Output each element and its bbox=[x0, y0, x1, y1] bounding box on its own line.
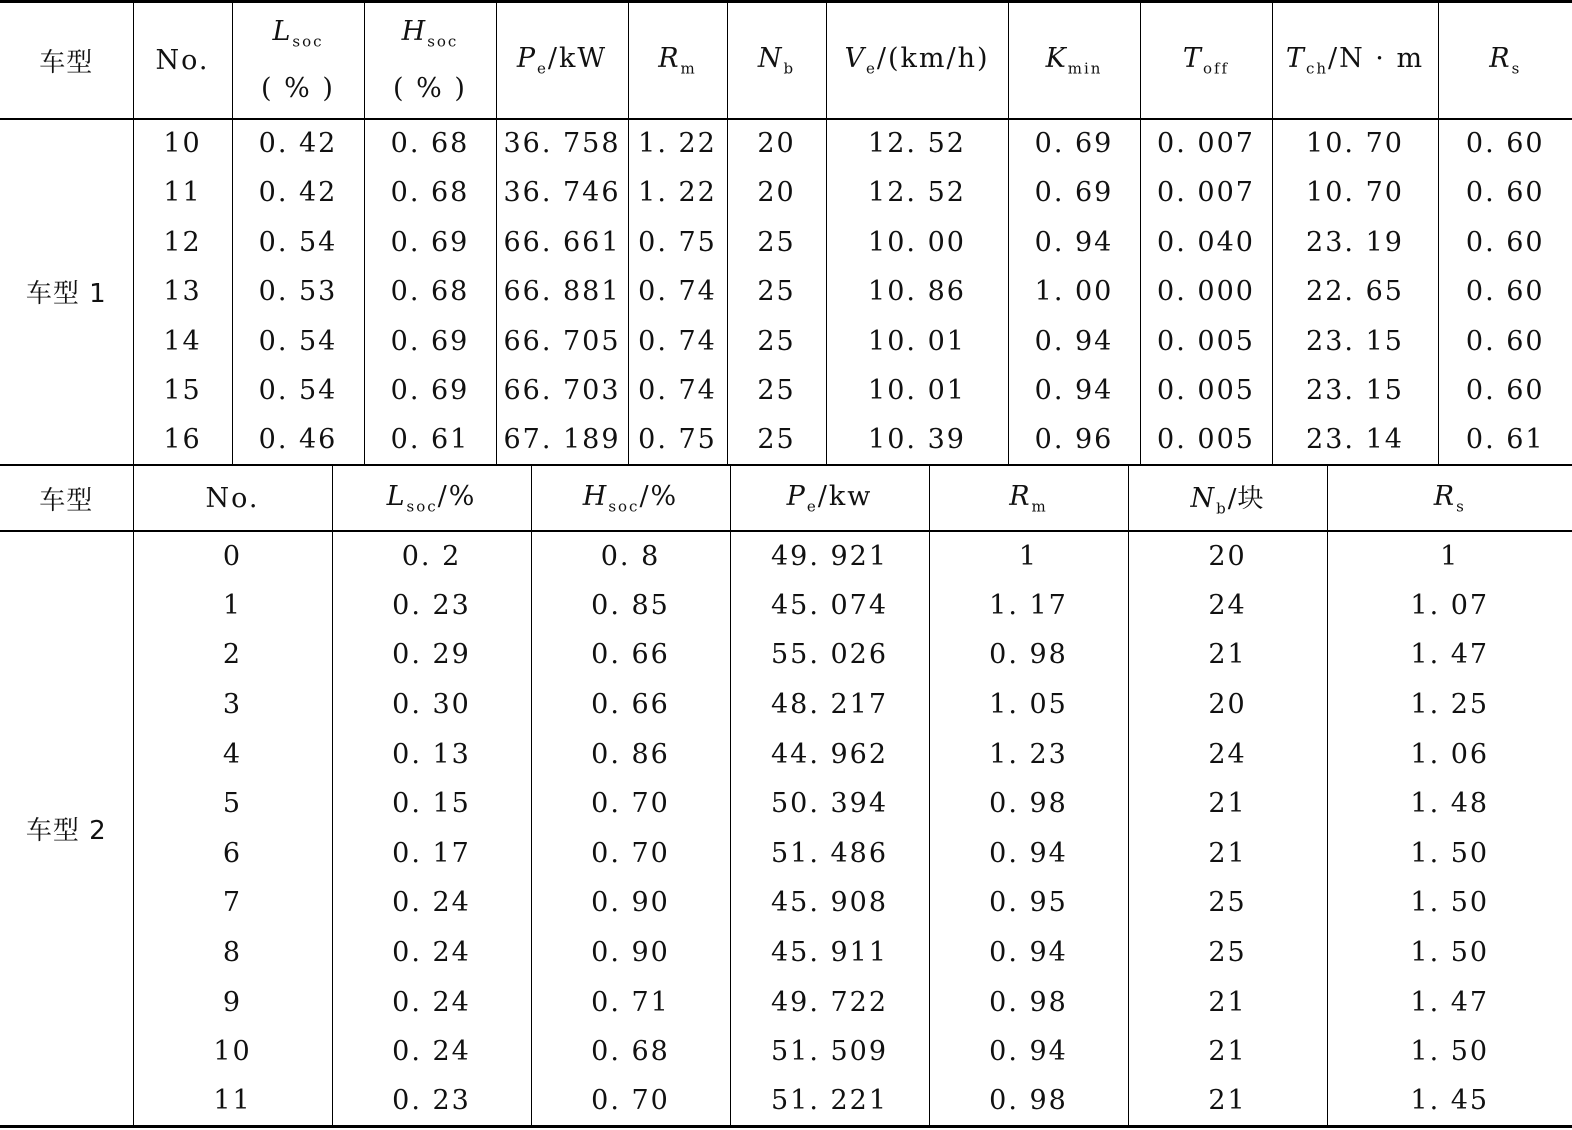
table-cell: 6 bbox=[133, 829, 332, 879]
table-row bbox=[0, 119, 1572, 169]
table-cell: 45. 908 bbox=[730, 878, 929, 928]
table-cell: 12 bbox=[133, 218, 232, 268]
table-cell: 0. 98 bbox=[929, 1077, 1128, 1127]
table-cell: 1. 47 bbox=[1327, 977, 1572, 1027]
table-cell: 0. 54 bbox=[232, 366, 364, 416]
table-cell: 21 bbox=[1128, 630, 1327, 680]
table-cell: 0. 90 bbox=[531, 878, 730, 928]
table-cell: 10. 01 bbox=[826, 366, 1008, 416]
table-cell: 1. 22 bbox=[628, 168, 727, 218]
table-cell: 10. 01 bbox=[826, 317, 1008, 367]
table-cell: 1. 05 bbox=[929, 680, 1128, 730]
rs-subscript: s bbox=[1456, 497, 1466, 516]
table-cell: 0. 54 bbox=[232, 317, 364, 367]
header-rs bbox=[1327, 465, 1572, 531]
table-cell: 44. 962 bbox=[730, 729, 929, 779]
header-nb bbox=[727, 2, 826, 119]
table-cell: 12. 52 bbox=[826, 119, 1008, 169]
table-cell: 16 bbox=[133, 416, 232, 466]
table-cell: 67. 189 bbox=[496, 416, 628, 466]
table-cell: 0. 68 bbox=[531, 1027, 730, 1077]
header-pe bbox=[730, 465, 929, 531]
table-cell: 0. 2 bbox=[332, 531, 531, 581]
table-cell: 0. 60 bbox=[1438, 366, 1572, 416]
lsoc-subscript: soc bbox=[292, 31, 324, 50]
header-no: No. bbox=[133, 2, 232, 119]
table-cell: 0. 68 bbox=[364, 119, 496, 169]
table-cell: 21 bbox=[1128, 779, 1327, 829]
header-kmin bbox=[1008, 2, 1140, 119]
lsoc-unit: ( % ) bbox=[261, 72, 335, 104]
table-row bbox=[0, 630, 1572, 680]
header-row bbox=[0, 465, 1572, 531]
table-cell: 1. 06 bbox=[1327, 729, 1572, 779]
table-cell: 0. 42 bbox=[232, 168, 364, 218]
nb-symbol: N bbox=[757, 43, 784, 75]
header-rm bbox=[628, 2, 727, 119]
table-cell: 0. 66 bbox=[531, 680, 730, 730]
pe-unit: /kW bbox=[547, 43, 608, 75]
table-cell: 0. 69 bbox=[364, 317, 496, 367]
hsoc-subscript: soc bbox=[608, 497, 640, 516]
table-cell: 11 bbox=[133, 1077, 332, 1127]
table-cell: 25 bbox=[727, 416, 826, 466]
table-cell: 0. 60 bbox=[1438, 119, 1572, 169]
table-cell: 21 bbox=[1128, 1027, 1327, 1077]
kmin-subscript: min bbox=[1067, 59, 1103, 78]
table-cell: 22. 65 bbox=[1272, 267, 1438, 317]
table-cell: 9 bbox=[133, 977, 332, 1027]
table-cell: 0. 98 bbox=[929, 630, 1128, 680]
hsoc-symbol: H bbox=[582, 480, 609, 512]
table-cell: 0. 70 bbox=[531, 829, 730, 879]
tch-unit: /N · m bbox=[1328, 43, 1425, 75]
table-cell: 0. 75 bbox=[628, 416, 727, 466]
pe-subscript: e bbox=[537, 59, 548, 78]
table-cell: 49. 722 bbox=[730, 977, 929, 1027]
table-cell: 1. 50 bbox=[1327, 878, 1572, 928]
table-cell: 0. 69 bbox=[364, 366, 496, 416]
table-cell: 0. 69 bbox=[364, 218, 496, 268]
hsoc-subscript: soc bbox=[427, 31, 459, 50]
table-cell: 1. 48 bbox=[1327, 779, 1572, 829]
lsoc-symbol: L bbox=[272, 15, 293, 47]
table-cell: 36. 746 bbox=[496, 168, 628, 218]
table-cell: 0. 95 bbox=[929, 878, 1128, 928]
table-cell: 0. 74 bbox=[628, 366, 727, 416]
nb-unit: /块 bbox=[1227, 484, 1265, 515]
table-row bbox=[0, 928, 1572, 978]
table-cell: 10. 70 bbox=[1272, 168, 1438, 218]
table-cell: 51. 221 bbox=[730, 1077, 929, 1127]
table-row bbox=[0, 218, 1572, 268]
table-cell: 48. 217 bbox=[730, 680, 929, 730]
table-row bbox=[0, 829, 1572, 879]
table-cell: 0. 23 bbox=[332, 1077, 531, 1127]
table-cell: 0. 17 bbox=[332, 829, 531, 879]
table-cell: 36. 758 bbox=[496, 119, 628, 169]
table-cell: 21 bbox=[1128, 977, 1327, 1027]
table-cell: 4 bbox=[133, 729, 332, 779]
table-cell: 0. 8 bbox=[531, 531, 730, 581]
table-cell: 23. 15 bbox=[1272, 366, 1438, 416]
table-cell: 1 bbox=[929, 531, 1128, 581]
table-cell: 0. 94 bbox=[1008, 366, 1140, 416]
table-cell: 10 bbox=[133, 119, 232, 169]
table-cell: 0. 42 bbox=[232, 119, 364, 169]
header-lsoc bbox=[232, 2, 364, 119]
table-cell: 24 bbox=[1128, 729, 1327, 779]
table-cell: 10. 70 bbox=[1272, 119, 1438, 169]
table-cell: 13 bbox=[133, 267, 232, 317]
table-cell: 0. 66 bbox=[531, 630, 730, 680]
table-cell: 55. 026 bbox=[730, 630, 929, 680]
table-cell: 10. 86 bbox=[826, 267, 1008, 317]
table-cell: 24 bbox=[1128, 581, 1327, 631]
toff-subscript: off bbox=[1202, 59, 1230, 78]
table-cell: 0. 94 bbox=[1008, 218, 1140, 268]
table-cell: 12. 52 bbox=[826, 168, 1008, 218]
pe-symbol: P bbox=[516, 43, 538, 75]
table-cell: 0. 15 bbox=[332, 779, 531, 829]
table-cell: 1. 50 bbox=[1327, 829, 1572, 879]
table-cell: 2 bbox=[133, 630, 332, 680]
header-rs bbox=[1438, 2, 1572, 119]
table-cell: 50. 394 bbox=[730, 779, 929, 829]
table-cell: 23. 19 bbox=[1272, 218, 1438, 268]
table-row bbox=[0, 1077, 1572, 1127]
table-cell: 1. 50 bbox=[1327, 1027, 1572, 1077]
table-cell: 11 bbox=[133, 168, 232, 218]
table-cell: 45. 911 bbox=[730, 928, 929, 978]
pe-subscript: e bbox=[806, 497, 818, 516]
table-cell: 21 bbox=[1128, 1077, 1327, 1127]
table-cell: 51. 509 bbox=[730, 1027, 929, 1077]
table-cell: 0. 53 bbox=[232, 267, 364, 317]
table-cell: 1. 22 bbox=[628, 119, 727, 169]
table-cell: 0. 71 bbox=[531, 977, 730, 1027]
table-cell: 25 bbox=[1128, 928, 1327, 978]
table-cell: 0. 60 bbox=[1438, 218, 1572, 268]
rm-symbol: R bbox=[1009, 480, 1032, 512]
rm-symbol: R bbox=[658, 43, 681, 75]
table-cell: 0. 70 bbox=[531, 1077, 730, 1127]
table-row bbox=[0, 878, 1572, 928]
table-cell: 66. 661 bbox=[496, 218, 628, 268]
header-pe bbox=[496, 2, 628, 119]
table-cell: 25 bbox=[727, 366, 826, 416]
table-cell: 51. 486 bbox=[730, 829, 929, 879]
table-cell: 1. 50 bbox=[1327, 928, 1572, 978]
table-cell: 0. 70 bbox=[531, 779, 730, 829]
table-cell: 1. 45 bbox=[1327, 1077, 1572, 1127]
table-cell: 7 bbox=[133, 878, 332, 928]
rs-subscript: s bbox=[1511, 59, 1522, 78]
table-cell: 0. 74 bbox=[628, 267, 727, 317]
ve-symbol: V bbox=[844, 43, 866, 75]
table-row bbox=[0, 366, 1572, 416]
nb-symbol: N bbox=[1190, 483, 1217, 515]
table-cell: 0. 94 bbox=[929, 1027, 1128, 1077]
table-cell: 0. 005 bbox=[1140, 416, 1272, 466]
table-cell: 1. 17 bbox=[929, 581, 1128, 631]
table-row bbox=[0, 680, 1572, 730]
table-cell: 25 bbox=[727, 218, 826, 268]
table-cell: 66. 881 bbox=[496, 267, 628, 317]
hsoc-symbol: H bbox=[401, 15, 428, 47]
table-cell: 0. 000 bbox=[1140, 267, 1272, 317]
header-hsoc bbox=[364, 2, 496, 119]
table-cell: 66. 705 bbox=[496, 317, 628, 367]
table-cell: 0. 24 bbox=[332, 878, 531, 928]
table-row bbox=[0, 729, 1572, 779]
table-row bbox=[0, 779, 1572, 829]
table-cell: 23. 15 bbox=[1272, 317, 1438, 367]
table-cell: 0. 75 bbox=[628, 218, 727, 268]
table-cell: 0. 040 bbox=[1140, 218, 1272, 268]
table-cell: 0. 94 bbox=[1008, 317, 1140, 367]
table-cell: 0. 69 bbox=[1008, 168, 1140, 218]
table-cell: 0. 24 bbox=[332, 928, 531, 978]
tch-subscript: ch bbox=[1305, 59, 1328, 78]
table-row bbox=[0, 416, 1572, 466]
table-cell: 0. 007 bbox=[1140, 119, 1272, 169]
rm-subscript: m bbox=[680, 59, 697, 78]
table-cell: 20 bbox=[727, 119, 826, 169]
header-nb bbox=[1128, 465, 1327, 531]
table-cell: 0. 30 bbox=[332, 680, 531, 730]
table-cell: 0. 94 bbox=[929, 829, 1128, 879]
table-cell: 0. 60 bbox=[1438, 317, 1572, 367]
vehicle-1-table bbox=[0, 0, 1572, 466]
table-cell: 0. 96 bbox=[1008, 416, 1140, 466]
table-cell: 20 bbox=[1128, 680, 1327, 730]
vehicle-type-label: 车型 1 bbox=[25, 279, 107, 310]
table-row bbox=[0, 317, 1572, 367]
table-cell: 0. 61 bbox=[364, 416, 496, 466]
table-cell: 0. 69 bbox=[1008, 119, 1140, 169]
toff-symbol: T bbox=[1182, 43, 1203, 75]
header-no: No. bbox=[133, 465, 332, 531]
pe-symbol: P bbox=[786, 480, 807, 512]
table-cell: 45. 074 bbox=[730, 581, 929, 631]
table-cell: 25 bbox=[727, 317, 826, 367]
table-cell: 10. 39 bbox=[826, 416, 1008, 466]
header-ve bbox=[826, 2, 1008, 119]
table-cell: 15 bbox=[133, 366, 232, 416]
table-cell: 0. 68 bbox=[364, 168, 496, 218]
table-cell: 1. 07 bbox=[1327, 581, 1572, 631]
table-cell: 0. 98 bbox=[929, 977, 1128, 1027]
table-cell: 0 bbox=[133, 531, 332, 581]
rs-symbol: R bbox=[1433, 480, 1457, 512]
table-cell: 10. 00 bbox=[826, 218, 1008, 268]
tch-symbol: T bbox=[1285, 43, 1306, 75]
table-cell: 20 bbox=[1128, 531, 1327, 581]
table-cell: 0. 90 bbox=[531, 928, 730, 978]
table-cell: 14 bbox=[133, 317, 232, 367]
header-row bbox=[0, 2, 1572, 119]
table-cell: 0. 60 bbox=[1438, 267, 1572, 317]
table-cell: 49. 921 bbox=[730, 531, 929, 581]
table-cell: 0. 23 bbox=[332, 581, 531, 631]
vehicle-2-table bbox=[0, 464, 1572, 1128]
table-cell: 1. 25 bbox=[1327, 680, 1572, 730]
kmin-symbol: K bbox=[1045, 43, 1068, 75]
header-tch bbox=[1272, 2, 1438, 119]
header-toff bbox=[1140, 2, 1272, 119]
lsoc-subscript: soc bbox=[406, 497, 438, 516]
table-row bbox=[0, 581, 1572, 631]
header-vehicle-type: 车型 bbox=[0, 2, 133, 119]
nb-subscript: b bbox=[783, 59, 796, 78]
nb-subscript: b bbox=[1216, 499, 1228, 518]
table-row bbox=[0, 267, 1572, 317]
rs-symbol: R bbox=[1489, 43, 1512, 75]
table-cell: 1 bbox=[133, 581, 332, 631]
table-cell: 10 bbox=[133, 1027, 332, 1077]
pe-unit: /kw bbox=[817, 480, 873, 512]
table-cell: 66. 703 bbox=[496, 366, 628, 416]
table-cell: 20 bbox=[727, 168, 826, 218]
ve-unit: /(km/h) bbox=[876, 43, 990, 75]
table-cell: 0. 24 bbox=[332, 1027, 531, 1077]
vehicle-type-label: 车型 2 bbox=[25, 815, 107, 846]
table-cell: 1. 47 bbox=[1327, 630, 1572, 680]
table-cell: 0. 24 bbox=[332, 977, 531, 1027]
table-cell: 0. 13 bbox=[332, 729, 531, 779]
hsoc-unit: ( % ) bbox=[393, 72, 467, 104]
table-cell: 1. 00 bbox=[1008, 267, 1140, 317]
table-cell: 0. 005 bbox=[1140, 317, 1272, 367]
table-cell: 25 bbox=[727, 267, 826, 317]
table-cell: 0. 94 bbox=[929, 928, 1128, 978]
table-cell: 0. 98 bbox=[929, 779, 1128, 829]
table-cell: 25 bbox=[1128, 878, 1327, 928]
table-cell: 0. 29 bbox=[332, 630, 531, 680]
table-row bbox=[0, 168, 1572, 218]
table-cell: 8 bbox=[133, 928, 332, 978]
table-cell: 0. 007 bbox=[1140, 168, 1272, 218]
header-rm bbox=[929, 465, 1128, 531]
header-vehicle-type: 车型 bbox=[0, 465, 133, 531]
lsoc-symbol: L bbox=[386, 480, 407, 512]
table-cell: 0. 68 bbox=[364, 267, 496, 317]
table-cell: 21 bbox=[1128, 829, 1327, 879]
table-cell: 0. 54 bbox=[232, 218, 364, 268]
table-cell: 3 bbox=[133, 680, 332, 730]
table-row bbox=[0, 977, 1572, 1027]
lsoc-unit: /% bbox=[437, 480, 477, 512]
table-cell: 0. 85 bbox=[531, 581, 730, 631]
table-cell: 0. 86 bbox=[531, 729, 730, 779]
table-cell: 5 bbox=[133, 779, 332, 829]
table-cell: 1 bbox=[1327, 531, 1572, 581]
table-cell: 1. 23 bbox=[929, 729, 1128, 779]
table-cell: 0. 005 bbox=[1140, 366, 1272, 416]
table-row bbox=[0, 1027, 1572, 1077]
table-cell: 0. 46 bbox=[232, 416, 364, 466]
ve-subscript: e bbox=[865, 59, 877, 78]
table-cell: 0. 61 bbox=[1438, 416, 1572, 466]
table-row bbox=[0, 531, 1572, 581]
rm-subscript: m bbox=[1031, 497, 1048, 516]
header-lsoc bbox=[332, 465, 531, 531]
header-hsoc bbox=[531, 465, 730, 531]
table-cell: 23. 14 bbox=[1272, 416, 1438, 466]
table-cell: 0. 60 bbox=[1438, 168, 1572, 218]
table-cell: 0. 74 bbox=[628, 317, 727, 367]
hsoc-unit: /% bbox=[639, 480, 679, 512]
